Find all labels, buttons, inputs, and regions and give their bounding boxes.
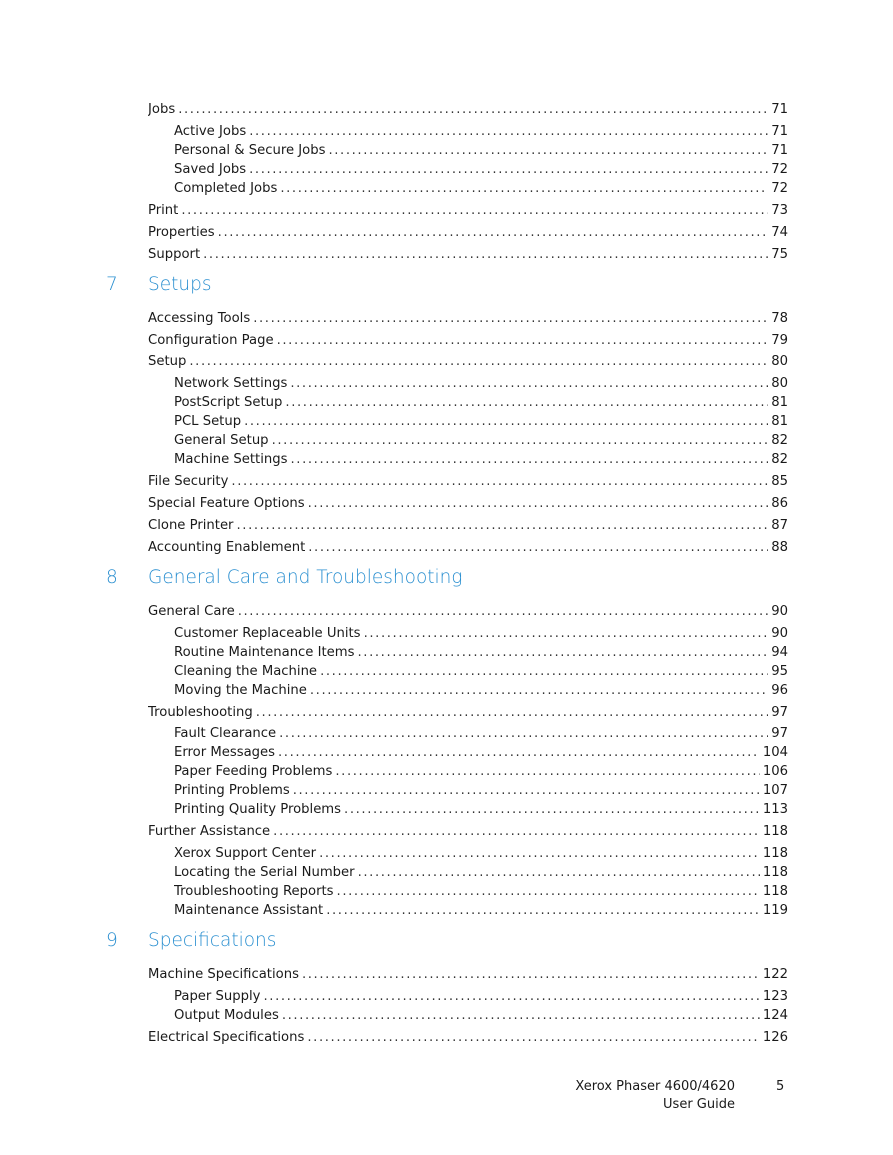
chapter-title: Specifications	[148, 930, 277, 951]
page-number: 97	[771, 726, 788, 741]
page-number: 73	[771, 203, 788, 218]
chapter-number: 8	[106, 567, 118, 588]
page-number: 119	[762, 903, 788, 918]
page-number: 97	[771, 705, 788, 720]
toc-subentry[interactable]: Paper Supply ..... 123	[174, 989, 788, 1005]
toc-subentry[interactable]: General Setup ..... 82	[174, 433, 788, 449]
page-number: 126	[762, 1030, 788, 1045]
page-number: 90	[771, 604, 788, 619]
page-number: 107	[762, 783, 788, 798]
page-number: 78	[771, 311, 788, 326]
toc-subentry[interactable]: Printing Problems ..... 107	[174, 783, 788, 799]
toc-subentry[interactable]: Completed Jobs ..... 72	[174, 181, 788, 197]
chapter-number: 9	[106, 930, 118, 951]
toc-subentry[interactable]: Customer Replaceable Units ..... 90	[174, 626, 788, 642]
page-number: 118	[762, 846, 788, 861]
chapter-title: General Care and Troubleshooting	[148, 567, 463, 588]
page-number: 113	[762, 802, 788, 817]
toc-subentry[interactable]: Network Settings ..... 80	[174, 376, 788, 392]
page-number: 74	[771, 225, 788, 240]
toc-subentry[interactable]: Locating the Serial Number ..... 118	[174, 865, 788, 881]
toc-subentry[interactable]: Maintenance Assistant ..... 119	[174, 903, 788, 919]
page-number: 104	[762, 745, 788, 760]
page-number: 88	[771, 540, 788, 555]
toc-entry[interactable]: Print ..... 73	[148, 203, 788, 219]
toc-subentry[interactable]: Paper Feeding Problems ..... 106	[174, 764, 788, 780]
page-number: 75	[771, 247, 788, 262]
toc-subentry[interactable]: Fault Clearance ..... 97	[174, 726, 788, 742]
page-number: 94	[771, 645, 788, 660]
toc-entry[interactable]: Accounting Enablement ..... 88	[148, 540, 788, 556]
toc-subentry[interactable]: Saved Jobs ..... 72	[174, 162, 788, 178]
toc-entry[interactable]: Jobs ..... 71	[148, 102, 788, 118]
page-number: 118	[762, 865, 788, 880]
page-number: 90	[771, 626, 788, 641]
page-number: 124	[762, 1008, 788, 1023]
toc-entry[interactable]: Further Assistance ..... 118	[148, 824, 788, 840]
page-number: 86	[771, 496, 788, 511]
toc-entry[interactable]: Electrical Specifications ..... 126	[148, 1030, 788, 1046]
page-number: 85	[771, 474, 788, 489]
footer-product: Xerox Phaser 4600/4620	[575, 1079, 735, 1094]
toc-subentry[interactable]: Routine Maintenance Items ..... 94	[174, 645, 788, 661]
footer-doc-type: User Guide	[663, 1097, 735, 1112]
page-number: 106	[762, 764, 788, 779]
page-number: 118	[762, 884, 788, 899]
page-number: 82	[771, 433, 788, 448]
page-number: 72	[771, 162, 788, 177]
page-number: 80	[771, 376, 788, 391]
toc-subentry[interactable]: PostScript Setup ..... 81	[174, 395, 788, 411]
page-number: 72	[771, 181, 788, 196]
page-number: 71	[771, 143, 788, 158]
page-footer	[0, 1078, 893, 1114]
footer-page-number: 5	[776, 1079, 785, 1094]
page-number: 71	[771, 102, 788, 117]
page-number: 123	[762, 989, 788, 1004]
toc-entry[interactable]: Special Feature Options ..... 86	[148, 496, 788, 512]
page-number: 95	[771, 664, 788, 679]
toc-subentry[interactable]: Moving the Machine ..... 96	[174, 683, 788, 699]
chapter-title: Setups	[148, 274, 212, 295]
toc-subentry[interactable]: Printing Quality Problems ..... 113	[174, 802, 788, 818]
toc-subentry[interactable]: Cleaning the Machine ..... 95	[174, 664, 788, 680]
chapter-heading[interactable]	[0, 929, 893, 953]
page-number: 80	[771, 354, 788, 369]
page-number: 71	[771, 124, 788, 139]
toc-entry[interactable]: Accessing Tools ..... 78	[148, 311, 788, 327]
page-number: 96	[771, 683, 788, 698]
toc-subentry[interactable]: Active Jobs ..... 71	[174, 124, 788, 140]
toc-entry[interactable]: Troubleshooting ..... 97	[148, 705, 788, 721]
toc-entry[interactable]: Setup ..... 80	[148, 354, 788, 370]
page-number: 87	[771, 518, 788, 533]
chapter-heading[interactable]	[0, 273, 893, 297]
toc-entry[interactable]: Configuration Page ..... 79	[148, 333, 788, 349]
page-number: 118	[762, 824, 788, 839]
page-number: 82	[771, 452, 788, 467]
toc-entry[interactable]: Clone Printer ..... 87	[148, 518, 788, 534]
toc-subentry[interactable]: Machine Settings ..... 82	[174, 452, 788, 468]
toc-entry[interactable]: File Security ..... 85	[148, 474, 788, 490]
toc-subentry[interactable]: PCL Setup ..... 81	[174, 414, 788, 430]
page-number: 79	[771, 333, 788, 348]
toc-subentry[interactable]: Error Messages ..... 104	[174, 745, 788, 761]
toc-entry[interactable]: Machine Specifications ..... 122	[148, 967, 788, 983]
toc-entry[interactable]: Properties ..... 74	[148, 225, 788, 241]
toc-subentry[interactable]: Output Modules ..... 124	[174, 1008, 788, 1024]
chapter-heading[interactable]	[0, 566, 893, 590]
toc-entry[interactable]: Support ..... 75	[148, 247, 788, 263]
toc-entry[interactable]: General Care ..... 90	[148, 604, 788, 620]
page-number: 81	[771, 395, 788, 410]
chapter-number: 7	[106, 274, 118, 295]
page-number: 81	[771, 414, 788, 429]
page-number: 122	[762, 967, 788, 982]
toc-subentry[interactable]: Troubleshooting Reports ..... 118	[174, 884, 788, 900]
toc-subentry[interactable]: Personal & Secure Jobs ..... 71	[174, 143, 788, 159]
toc-subentry[interactable]: Xerox Support Center ..... 118	[174, 846, 788, 862]
